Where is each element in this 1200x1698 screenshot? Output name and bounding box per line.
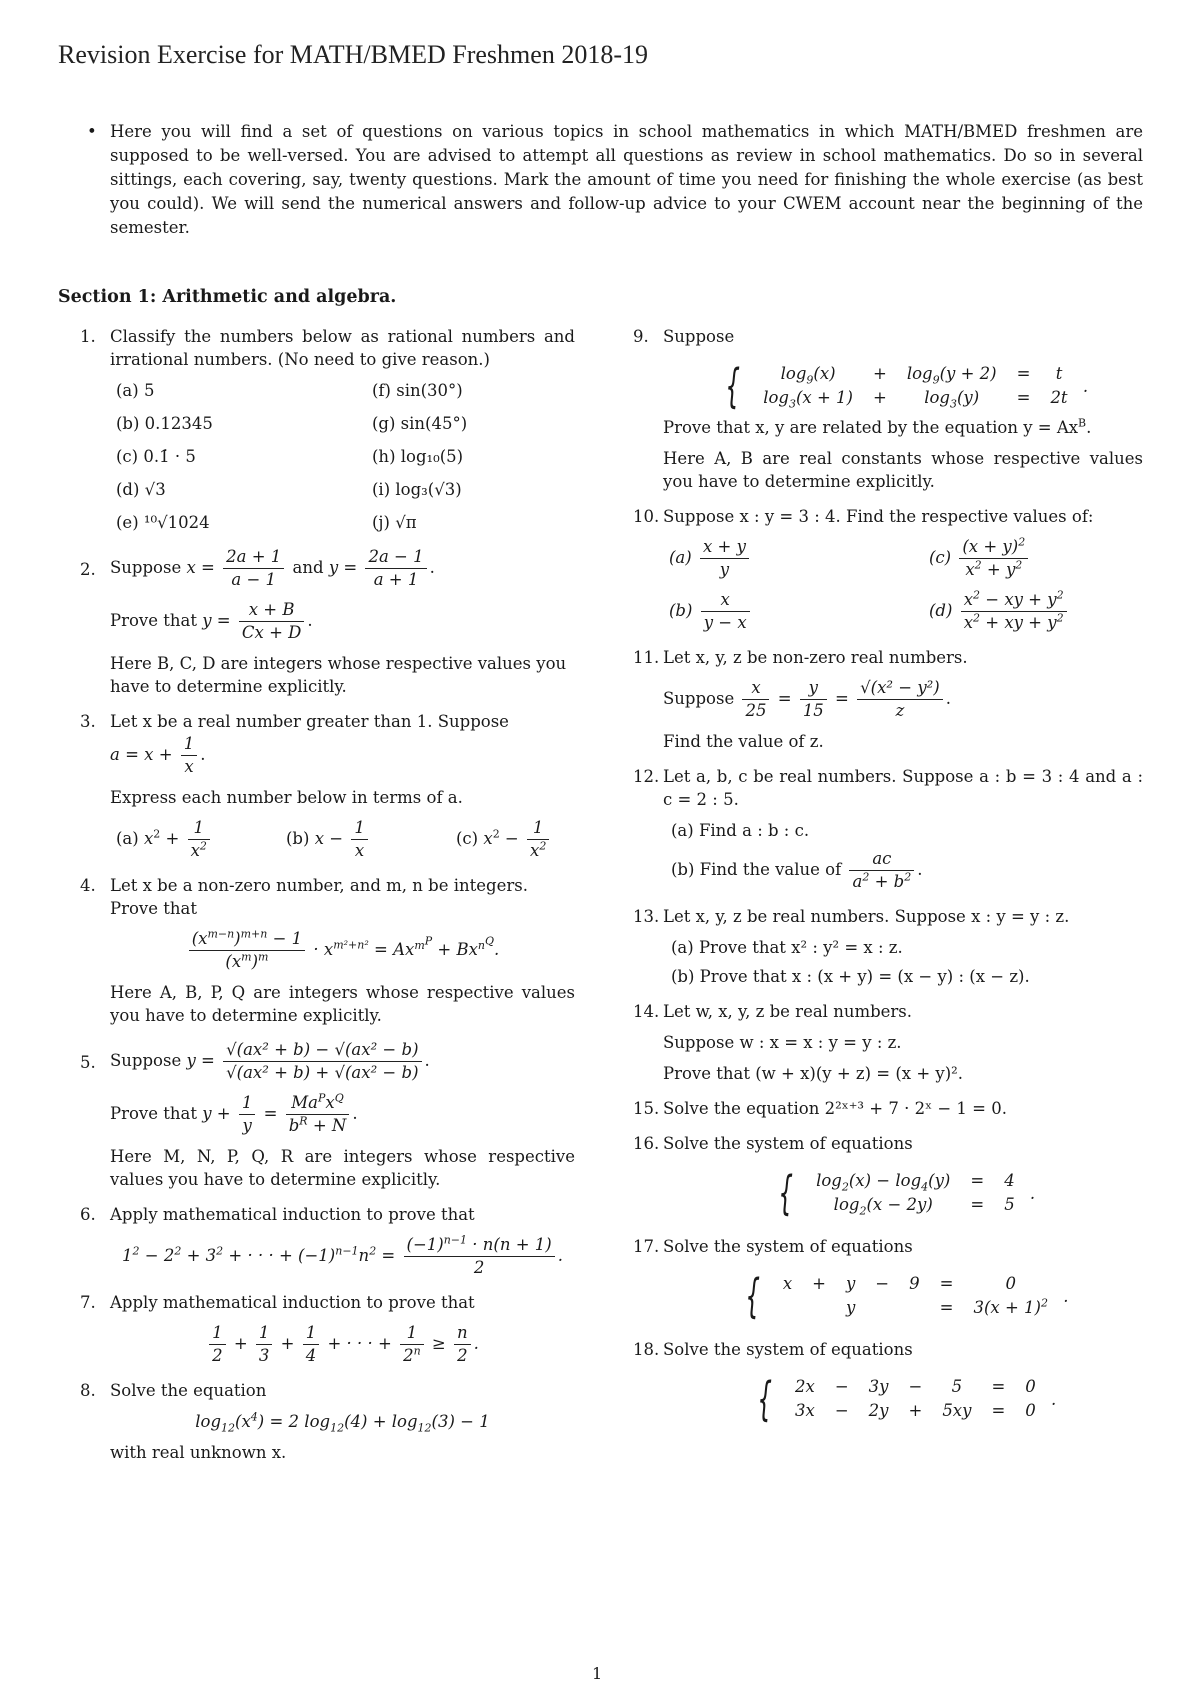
question-5: 5. Suppose y = $\frac{\text{√(ax² + b) − √(ax² − b)}}{\text{√(ax² + b) + √(ax² − b)}}$ . Prove that y + $\frac{1}{y}$ = $Ma^Px^Q$ $b^R + N$ . Here M, N, P, Q, R are integers whose respective values you have to determine explicitly.	[80, 1040, 575, 1189]
page-number: 1	[592, 1664, 603, 1683]
right-column	[633, 325, 1143, 1441]
question-18: 18. Solve the system of equations { 2x − 3y − 5 = 0 3x − 2y + 5xy = 0 .	[633, 1340, 1057, 1426]
question-7: 7. Apply mathematical induction to prove that $\frac{1}{2}$ + $\frac{1}{3}$ + $\frac{1}{4}$ + · · · + $\frac{1}{2^n}$ ≥ $\frac{n}{2}$ .	[80, 1293, 479, 1365]
question-10: 10. Suppose x : y = 3 : 4. Find the respective values of: (a) $\frac{x + y}{y}$ (c) $\frac{(x + y)^2}{x^2 + y^2}$ (b) $\frac{x}{y - x}$ (d) $\frac{x^2 - xy + y^2}{x^2 + xy + y^2}$	[633, 507, 1094, 632]
question-15: 15. Solve the equation 2²ˣ⁺³ + 7 · 2ˣ − 1 = 0.	[633, 1099, 1007, 1118]
question-9: 9. Suppose { $\log_9(x)$ + $\log_9(y + 2)$ = t $\log_3(x + 1)$ + $\log_3(y)$ = 2t . Prove that x, y are related by the equation $y = Ax^B$. Here A, B are real constants whose respective values you have to determine explicitly.	[633, 327, 1143, 491]
question-6: 6. Apply mathematical induction to prove that $1^2 - 2^2 + 3^2$ + · · · + $(-1)^{n-1}n^2$ = $\frac{(-1)^{n-1} \cdot n(n + 1)}{2}$ .	[80, 1205, 563, 1277]
question-8: 8. Solve the equation $\log_{12}(x^4) = 2$ $\log_{12}(4) + \log_{12}(3) - 1$ with real unknown x.	[80, 1381, 490, 1462]
question-1: 1. Classify the numbers below as rational numbers and irrational numbers. (No need to give reason.) (a) 5 (f) sin(30°) (b) 0.12345 (g) sin(45°) (c) 0.1̇ · 5 (h) log₁₀(5) (d) √3 (i) log₃(√3) (e) ¹⁰√1024 (j) √π	[80, 327, 575, 532]
intro-paragraph	[88, 120, 1143, 240]
question-3: 3. Let x be a real number greater than 1. Suppose a = x + $\frac{1}{x}$ . Express each number below in terms of a. (a) $x^2$ + $\frac{1}{x^2}$ (b) x − $\frac{1}{x}$ (c) $x^2$ − $\frac{1}{x^2}$	[80, 710, 575, 862]
intro-text: Here you will find a set of questions on various topics in school mathematics in which MATH/BMED freshmen are supposed to be well-versed. You are advised to attempt all questions as review in school mathematics. Do so in several sittings, each covering, say, twenty questions. Mark the amount of time you need for finishing the whole exercise (as best you could). We will send the numerical answers and follow-up advice to your CWEM account near the beginning of the semester.	[110, 122, 1143, 237]
question-16: 16. Solve the system of equations { $\log_2(x) - \log_4(y)$ = 4 $\log_2(x - 2y)$ = 5 .	[633, 1134, 1036, 1220]
question-14: 14. Let w, x, y, z be real numbers. Suppose w : x = x : y = y : z. Prove that (w + x)(y + z) = (x + y)².	[633, 1002, 964, 1083]
section-heading: Section 1: Arithmetic and algebra.	[58, 287, 397, 307]
left-column	[80, 325, 575, 1476]
question-17: 17. Solve the system of equations { x + y − 9 = 0 y = $3(x + 1)^2$ .	[633, 1237, 1069, 1323]
q1-items: (a) 5 (f) sin(30°) (b) 0.12345 (g) sin(45°) (c) 0.1̇ · 5 (h) log₁₀(5) (d) √3 (i) log₃(√3) (e) ¹⁰√1024 (j) √π	[116, 381, 468, 532]
bullet-icon: •	[87, 122, 97, 141]
question-2: 2. Suppose x = $\frac{2a + 1}{a - 1}$ and y = $\frac{2a - 1}{a + 1}$ . Prove that y = $\frac{x + B}{Cx + D}$ . Here B, C, D are integers whose respective values you have to determine explicitly.	[80, 547, 567, 696]
question-13: 13. Let x, y, z be real numbers. Suppose x : y = y : z. (a) Prove that x² : y² = x : z. (b) Prove that x : (x + y) = (x − y) : (x − z).	[633, 907, 1070, 986]
page-title: Revision Exercise for MATH/BMED Freshmen 2018-19	[58, 40, 648, 69]
question-12: 12. Let a, b, c be real numbers. Suppose a : b = 3 : 4 and a : c = 2 : 5. (a) Find a : b : c. (b) Find the value of $\frac{ac}{a^2 + b^2}$ .	[633, 767, 1143, 891]
question-4: 4. Let x be a non-zero number, and m, n be integers. Prove that $\frac{(x^{m-n})^{m+n} - 1}{(x^m)^m}$ · $x^{m^2+n^2} = Ax^{m^P} + Bx^{n^Q}$. Here A, B, P, Q are integers whose respective values you have to determine explicitly.	[80, 876, 575, 1025]
question-11: 11. Let x, y, z be non-zero real numbers. Suppose $\frac{x}{25}$ = $\frac{y}{15}$ = $\frac{\text{√(x² − y²)}}{z}$ . Find the value of z.	[633, 648, 968, 751]
